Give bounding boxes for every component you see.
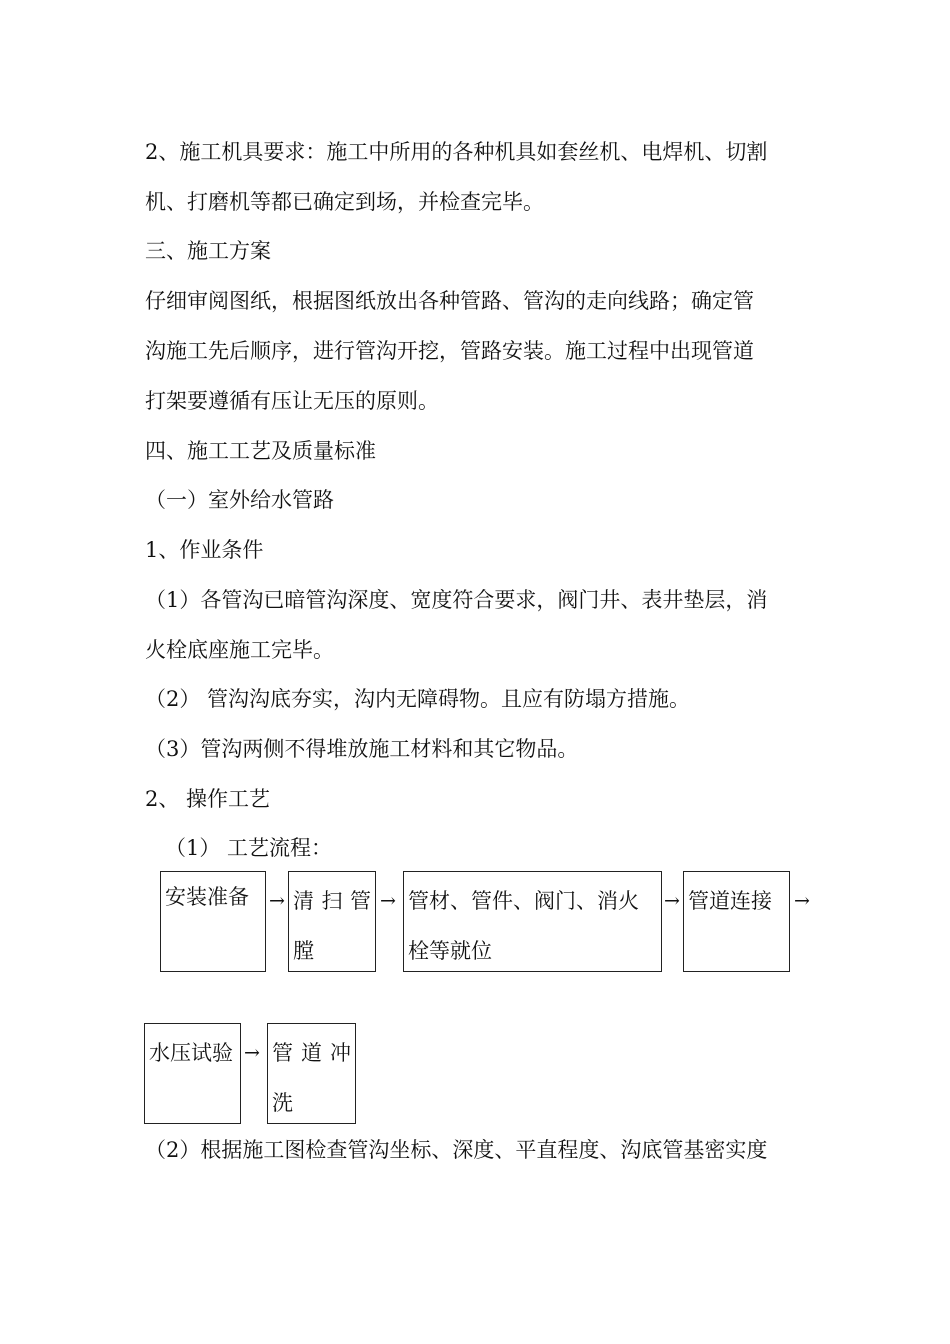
paragraph-line: 2、施工机具要求：施工中所用的各种机具如套丝机、电焊机、切割 <box>145 140 768 164</box>
flow-arrow: → <box>380 890 396 912</box>
section-heading: 四、施工工艺及质量标准 <box>145 439 376 463</box>
flow-arrow: → <box>794 890 810 912</box>
flow-step-label: 管 道 冲 <box>272 1041 351 1065</box>
paragraph-line: 火栓底座施工完毕。 <box>145 638 334 662</box>
flow-step-pipe-flush <box>267 1023 356 1124</box>
flow-step-label: 清 扫 管 <box>293 889 371 913</box>
flow-step-pressure-test <box>144 1023 241 1124</box>
section-heading: 三、施工方案 <box>145 239 271 263</box>
subsection-heading: 1、作业条件 <box>145 538 264 562</box>
paragraph-line: 沟施工先后顺序，进行管沟开挖，管路安装。施工过程中出现管道 <box>145 339 754 363</box>
flow-step-label: 管道连接 <box>688 889 772 913</box>
flow-arrow: → <box>269 890 285 912</box>
flow-step-label: 膛 <box>293 939 314 963</box>
flow-step-label: 管材、管件、阀门、消火 <box>408 889 639 913</box>
flow-arrow: → <box>664 890 680 912</box>
paragraph-line: 仔细审阅图纸，根据图纸放出各种管路、管沟的走向线路；确定管 <box>145 289 754 313</box>
paragraph-line: （3）管沟两侧不得堆放施工材料和其它物品。 <box>145 737 579 761</box>
paragraph-line: （2） 管沟沟底夯实，沟内无障碍物。且应有防塌方措施。 <box>145 687 691 711</box>
flow-step-label: 洗 <box>272 1091 293 1115</box>
flow-step-label: 安装准备 <box>165 885 249 909</box>
flow-arrow: → <box>244 1042 260 1064</box>
paragraph-line: 机、打磨机等都已确定到场，并检查完毕。 <box>145 190 544 214</box>
paragraph-line: （2）根据施工图检查管沟坐标、深度、平直程度、沟底管基密实度 <box>145 1138 768 1162</box>
paragraph-line: 打架要遵循有压让无压的原则。 <box>145 389 439 413</box>
flow-step-label: 水压试验 <box>149 1041 233 1065</box>
flow-step-pipe-connection <box>683 871 790 972</box>
paragraph-line: （1）各管沟已暗管沟深度、宽度符合要求，阀门井、表井垫层，消 <box>145 588 768 612</box>
subsection-heading: 2、 操作工艺 <box>145 787 271 811</box>
subsection-heading: （1） 工艺流程： <box>165 836 333 860</box>
flow-step-install-prep <box>160 871 266 972</box>
flow-step-label: 栓等就位 <box>408 939 492 963</box>
subsection-heading: （一）室外给水管路 <box>145 488 334 512</box>
flow-step-materials-in-place <box>403 871 662 972</box>
flow-step-clean-pipe <box>288 871 376 972</box>
